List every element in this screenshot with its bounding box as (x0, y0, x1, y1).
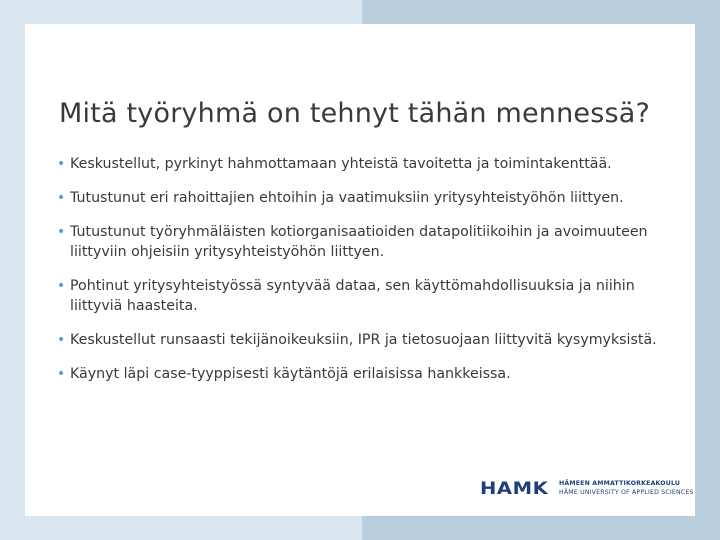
bullet-item (57, 154, 667, 174)
bullet-icon: • (57, 278, 66, 294)
bullet-text: Pohtinut yritysyhteistyössä syntyvää dataa, sen käyttömahdollisuuksia ja niihin liittyviä haasteita. (70, 278, 635, 314)
bullet-item (57, 330, 667, 350)
bullet-item (57, 276, 667, 316)
slide-title: Mitä työryhmä on tehnyt tähän mennessä? (59, 98, 651, 129)
bullet-item (57, 222, 667, 262)
bullet-icon: • (57, 224, 66, 240)
logo-line-1: HÄMEEN AMMATTIKORKEAKOULU (559, 480, 681, 487)
bullet-icon: • (57, 190, 66, 206)
bullet-item (57, 364, 667, 384)
bullet-text: Keskustellut, pyrkinyt hahmottamaan yhteistä tavoitetta ja toimintakenttää. (70, 156, 612, 172)
slide (25, 24, 695, 516)
bullet-item (57, 188, 667, 208)
logo-line-2: HÄME UNIVERSITY OF APPLIED SCIENCES (559, 489, 694, 496)
bullet-icon: • (57, 332, 66, 348)
bullet-icon: • (57, 156, 66, 172)
bullet-text: Keskustellut runsaasti tekijänoikeuksiin, IPR ja tietosuojaan liittyvitä kysymyksistä. (70, 332, 657, 348)
bullet-text: Käynyt läpi case-tyyppisesti käytäntöjä erilaisissa hankkeissa. (70, 366, 511, 382)
logo-mark: HAMK (480, 479, 549, 499)
hamk-logo (480, 477, 694, 499)
bullet-text: Tutustunut eri rahoittajien ehtoihin ja vaatimuksiin yritysyhteistyöhön liittyen. (70, 190, 624, 206)
bullet-icon: • (57, 366, 66, 382)
bullet-text: Tutustunut työryhmäläisten kotiorganisaatioiden datapolitiikoihin ja avoimuuteen liittyviin ohjeisiin yritysyhteistyöhön liittyen. (70, 224, 648, 260)
bullet-list (57, 154, 667, 398)
